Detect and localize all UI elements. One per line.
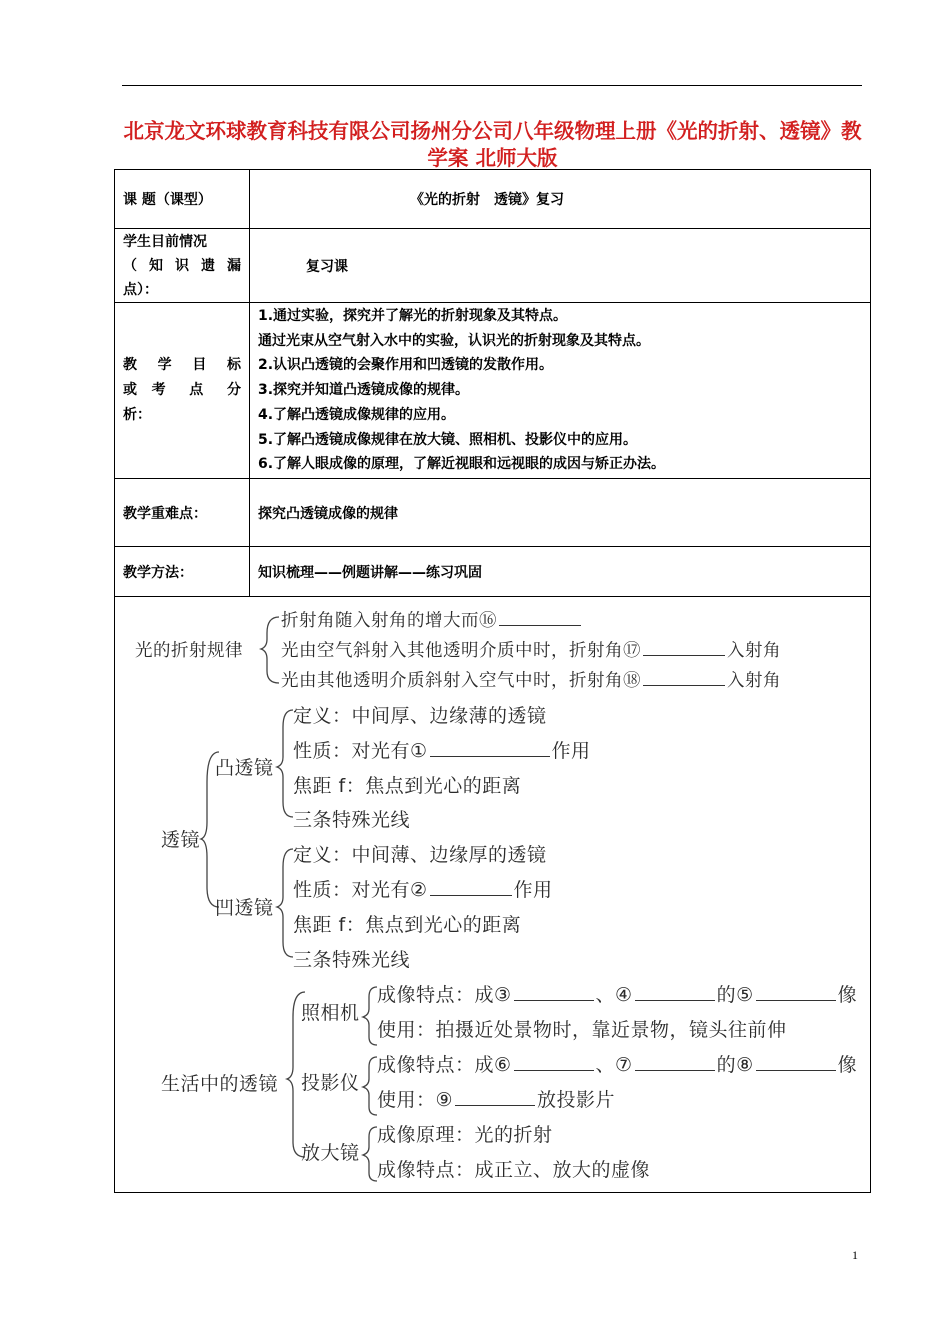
projector-feature-text: 的⑧	[716, 1054, 754, 1076]
camera-node: 照相机	[301, 1002, 360, 1024]
table-row	[115, 597, 871, 1193]
convex-prop-text: 性质：对光有①	[293, 740, 428, 762]
camera-feature	[377, 980, 857, 1007]
brace-refraction	[261, 617, 279, 683]
objective-item: 4.了解凸透镜成像规律的应用。	[258, 406, 456, 423]
life-root: 生活中的透镜	[161, 1073, 279, 1095]
magnifier-node: 放大镜	[301, 1142, 360, 1164]
brace-camera	[363, 987, 377, 1045]
status-label-line: 点）：	[123, 281, 158, 298]
answer-blank	[514, 984, 594, 1001]
concave-prop-text: 性质：对光有②	[293, 879, 428, 901]
page-number: 1	[852, 1248, 858, 1262]
refraction-line	[281, 607, 583, 632]
refraction-text: 光由其他透明介质斜射入空气中时，折射角⑱	[281, 671, 641, 691]
objectives-label-line: 教 学 目 标	[123, 357, 241, 373]
objectives-label	[115, 303, 250, 479]
status-value: 复习课	[250, 229, 871, 303]
refraction-line	[281, 667, 781, 692]
brace-concave	[277, 849, 293, 957]
concave-lens-node: 凹透镜	[215, 897, 274, 919]
projector-feature-text: 成像特点：成⑥	[377, 1054, 512, 1076]
answer-blank	[499, 609, 581, 626]
refraction-text: 入射角	[727, 671, 781, 691]
concave-def: 定义：中间薄、边缘厚的透镜	[293, 844, 547, 866]
lens-root: 透镜	[161, 829, 201, 851]
objective-item: 2.认识凸透镜的会聚作用和凹透镜的发散作用。	[258, 357, 554, 374]
status-label-line: 学生目前情况	[123, 233, 207, 250]
projector-use	[377, 1085, 615, 1112]
projector-feature-text: 像	[837, 1054, 858, 1076]
projector-use-text: 使用：⑨	[377, 1089, 454, 1111]
brace-magnifier	[363, 1127, 377, 1181]
concave-focal: 焦距 f：焦点到光心的距离	[293, 914, 522, 936]
table-row	[115, 229, 871, 303]
objective-item: 6.了解人眼成像的原理，了解近视眼和远视眼的成因与矫正办法。	[258, 456, 666, 473]
table-row	[115, 303, 871, 479]
projector-feature-text: 、⑦	[595, 1054, 633, 1076]
camera-use: 使用：拍摄近处景物时，靠近景物，镜头往前伸	[377, 1019, 787, 1041]
refraction-text: 入射角	[727, 641, 781, 661]
objectives-list	[250, 303, 871, 479]
header-rule	[122, 85, 862, 86]
answer-blank	[756, 984, 836, 1001]
refraction-line	[281, 637, 781, 662]
convex-prop	[293, 736, 591, 763]
refraction-text: 光由空气斜射入其他透明介质中时，折射角⑰	[281, 641, 641, 661]
projector-use-text: 放投影片	[537, 1089, 616, 1111]
projector-feature	[377, 1050, 857, 1077]
objectives-label-line: 析：	[123, 407, 151, 423]
methods-label: 教学方法：	[115, 547, 250, 597]
key-points-value: 探究凸透镜成像的规律	[250, 479, 871, 547]
key-points-label: 教学重难点：	[115, 479, 250, 547]
objective-item: 1.通过实验，探究并了解光的折射现象及其特点。	[258, 307, 568, 324]
concave-prop-text: 作用	[513, 879, 553, 901]
answer-blank	[514, 1054, 594, 1071]
answer-blank	[643, 669, 725, 686]
lesson-plan-table	[114, 169, 871, 1193]
convex-lens-node: 凸透镜	[215, 757, 274, 779]
brace-convex	[277, 710, 293, 817]
answer-blank	[430, 879, 512, 896]
status-label-line: （知识遗漏	[123, 257, 241, 274]
mindmap-cell	[115, 597, 871, 1193]
convex-rays: 三条特殊光线	[293, 809, 411, 831]
knowledge-mindmap	[115, 597, 870, 1192]
objective-item: 通过光束从空气射入水中的实验，认识光的折射现象及其特点。	[258, 332, 650, 349]
document-title: 北京龙文环球教育科技有限公司扬州分公司八年级物理上册《光的折射、透镜》教学案 北师大版	[123, 119, 862, 170]
concave-rays: 三条特殊光线	[293, 949, 411, 971]
convex-focal: 焦距 f：焦点到光心的距离	[293, 775, 522, 797]
objective-item: 5.了解凸透镜成像规律在放大镜、照相机、投影仪中的应用。	[258, 431, 638, 448]
refraction-text: 折射角随入射角的增大而⑯	[281, 611, 497, 631]
topic-label: 课 题（课型）	[115, 170, 250, 229]
objective-item: 3.探究并知道凸透镜成像的规律。	[258, 382, 470, 399]
camera-feature-text: 、④	[595, 984, 633, 1006]
concave-prop	[293, 875, 553, 902]
projector-node: 投影仪	[301, 1072, 360, 1094]
magnifier-principle: 成像原理：光的折射	[377, 1124, 553, 1146]
convex-prop-text: 作用	[551, 740, 591, 762]
camera-feature-text: 像	[837, 984, 858, 1006]
answer-blank	[635, 984, 715, 1001]
camera-feature-text: 成像特点：成③	[377, 984, 512, 1006]
answer-blank	[756, 1054, 836, 1071]
objectives-label-line: 或 考 点 分	[123, 382, 241, 398]
refraction-root: 光的折射规律	[135, 641, 243, 661]
table-row	[115, 547, 871, 597]
methods-value: 知识梳理——例题讲解——练习巩固	[250, 547, 871, 597]
answer-blank	[635, 1054, 715, 1071]
brace-projector	[363, 1057, 377, 1115]
answer-blank	[643, 639, 725, 656]
table-row	[115, 170, 871, 229]
magnifier-feature: 成像特点：成正立、放大的虚像	[377, 1159, 651, 1181]
answer-blank	[430, 740, 550, 757]
table-row	[115, 479, 871, 547]
answer-blank	[455, 1089, 535, 1106]
status-label	[115, 229, 250, 303]
camera-feature-text: 的⑤	[716, 984, 754, 1006]
convex-def: 定义：中间厚、边缘薄的透镜	[293, 705, 547, 727]
topic-value: 《光的折射 透镜》复习	[250, 170, 871, 229]
